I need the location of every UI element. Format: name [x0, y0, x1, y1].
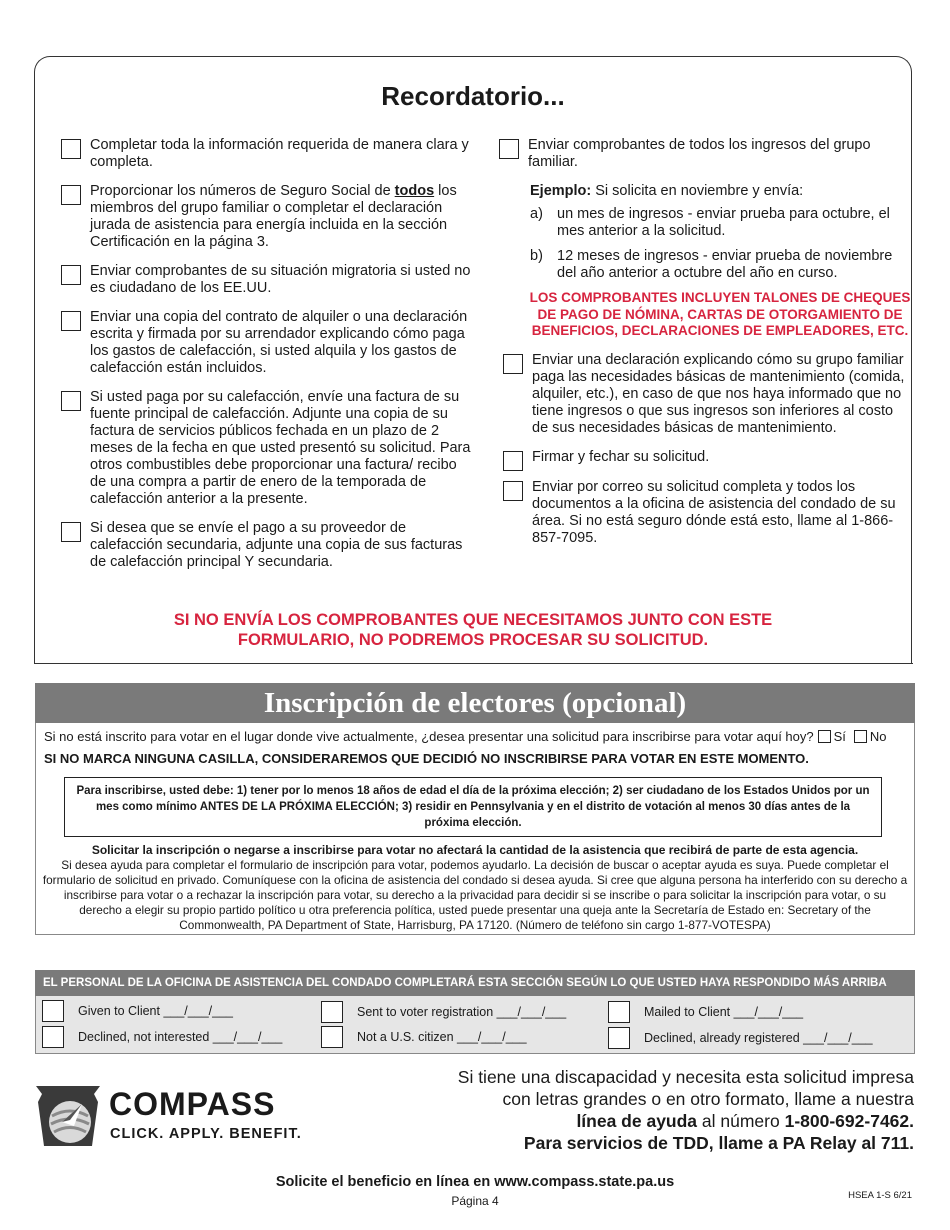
yes-label: Sí [833, 729, 846, 744]
checkbox[interactable] [61, 522, 81, 542]
office-item-declined: Declined, not interested ___/___/___ [42, 1026, 282, 1048]
online-apply-link[interactable]: Solicite el beneficio en línea en www.compass.state.pa.us [275, 1174, 675, 1190]
checkbox[interactable] [503, 481, 523, 501]
checklist-item: Enviar por correo su solicitud completa y todos los documentos a la oficina de asistencia del condado de su área. Si no está seguro dónde está esto, llame al 1-866-857-7095. [499, 479, 911, 547]
office-section [35, 996, 915, 1054]
example-option-b: b) 12 meses de ingresos - enviar prueba de noviembre del año anterior a octubre del año en curso. [530, 248, 893, 281]
checkbox[interactable] [499, 139, 519, 159]
checkbox[interactable] [61, 391, 81, 411]
checkbox[interactable] [321, 1001, 343, 1023]
reminder-title: Recordatorio... [381, 81, 565, 111]
checklist-item: Completar toda la información requerida de manera clara y completa. [61, 137, 476, 171]
form-code: HSEA 1-S 6/21 [848, 1190, 912, 1201]
office-item-already-registered: Declined, already registered ___/___/___ [608, 1027, 873, 1049]
compass-logo [34, 1082, 314, 1148]
checkbox[interactable] [42, 1000, 64, 1022]
voter-registration-section [35, 723, 915, 935]
voter-info: Solicitar la inscripción o negarse a inscribirse para votar no afectará la cantidad de la asistencia que recibirá de parte de esta agencia. Si desea ayuda para completar el formulario de inscripción para votar, podemos ayudarlo. La decisión de buscar o aceptar ayuda es suya. Puede completar el formulario de solicitud en privado. Comuníquese con la oficina de asistencia del condado si desea ayuda. Si cree que alguna persona ha interferido con su derecho a inscribirse para votar o a rechazar la inscripción para votar, su derecho a la privacidad para decidir si se inscribe o para solicitar la inscripción para votar, o su derecho a elegir su propio partido político u otra preferencia política, usted puede presentar una queja ante la Secretaría de Estado en: Secretary of the Commonwealth, PA Department of State, Harrisburg, PA 17120. (Número de teléfono sin cargo 1-877-VOTESPA) [42, 843, 908, 932]
checklist-item: Enviar una copia del contrato de alquiler o una declaración escrita y firmada por su arrendador explicando cómo paga los gastos de calefacción, si usted alquila y los gastos de calefacción están incluidos. [61, 309, 476, 377]
checkbox[interactable] [608, 1027, 630, 1049]
office-item-sent: Sent to voter registration ___/___/___ [321, 1001, 566, 1023]
checkbox[interactable] [503, 354, 523, 374]
no-checkbox[interactable] [854, 730, 867, 743]
reminder-section [34, 56, 912, 664]
voter-registration-title: Inscripción de electores (opcional) [35, 683, 915, 723]
checkbox[interactable] [61, 139, 81, 159]
help-phone: 1-800-692-7462. [784, 1111, 914, 1131]
no-label: No [869, 729, 887, 744]
office-item-not-citizen: Not a U.S. citizen ___/___/___ [321, 1026, 527, 1048]
logo-tagline: CLICK. APPLY. BENEFIT. [110, 1126, 302, 1142]
eligibility-box: Para inscribirse, usted debe: 1) tener por lo menos 18 años de edad el día de la próxima elección; 2) ser ciudadano de los Estados Unidos por un mes como mínimo ANTES DE LA PRÓXIMA ELECCIÓN; 3) residir en Pennsylvania y en el distrito de votación al menos 30 días antes de la próxima elección. [64, 777, 882, 837]
page-number: Página 4 [451, 1194, 499, 1208]
checklist-item: Proporcionar los números de Seguro Social de todos los miembros del grupo familiar o completar el declaración jurada de asistencia para energía incluida en la sección Certificación en la página 3. [61, 183, 476, 251]
checkbox[interactable] [42, 1026, 64, 1048]
yes-checkbox[interactable] [818, 730, 831, 743]
checkbox[interactable] [608, 1001, 630, 1023]
checkbox[interactable] [61, 311, 81, 331]
checklist-item: Enviar comprobantes de todos los ingresos del grupo familiar. [499, 137, 911, 171]
reminder-left-column [61, 137, 476, 583]
checkbox[interactable] [61, 265, 81, 285]
example-line: Ejemplo: Si solicita en noviembre y envía: [530, 183, 804, 199]
checkbox[interactable] [321, 1026, 343, 1048]
checklist-item: Si desea que se envíe el pago a su proveedor de calefacción secundaria, adjunte una copia de sus facturas de calefacción principal Y secundaria. [61, 520, 476, 571]
reminder-right-column [499, 137, 911, 559]
checkbox[interactable] [503, 451, 523, 471]
checkbox[interactable] [61, 185, 81, 205]
voter-question: Si no está inscrito para votar en el lugar donde vive actualmente, ¿desea presentar una solicitud para inscribirse para votar aquí hoy? Sí No [44, 729, 887, 744]
no-mark-warning: SI NO MARCA NINGUNA CASILLA, CONSIDERAREMOS QUE DECIDIÓ NO INSCRIBIRSE PARA VOTAR EN ESTE MOMENTO. [44, 751, 809, 766]
office-section-header: EL PERSONAL DE LA OFICINA DE ASISTENCIA DEL CONDADO COMPLETARÁ ESTA SECCIÓN SEGÚN LO QUE USTED HAYA RESPONDIDO MÁS ARRIBA [35, 970, 915, 996]
checklist-item: Enviar una declaración explicando cómo su grupo familiar paga las necesidades básicas de mantenimiento (comida, alquiler, etc.), en caso de que nos haya informado que no tiene ingresos o que sus ingresos son inferiores al costo de sus necesidades básicas de mantenimiento. [499, 352, 911, 437]
emphasis-all: todos [394, 183, 435, 199]
checklist-item: Enviar comprobantes de su situación migratoria si usted no es ciudadano de los EE.UU. [61, 263, 476, 297]
checklist-item: Firmar y fechar su solicitud. [499, 449, 911, 471]
checklist-item: Si usted paga por su calefacción, envíe una factura de su fuente principal de calefacción. Adjunte una copia de su factura de servicios públicos fechada en un plazo de 2 meses de la fecha en que usted presentó su solicitud. Para otros combustibles debe proporcionar una factura/ recibo de una compra a partir de enero de la temporada de calefacción anterior a la presente. [61, 389, 476, 508]
help-line: Si tiene una discapacidad y necesita esta solicitud impresa con letras grandes o en otro formato, llame a nuestra línea de ayuda al número 1-800-692-7462. Para servicios de TDD, llame a PA Relay al 711. [457, 1067, 914, 1153]
logo-word: COMPASS [109, 1086, 276, 1122]
office-item-mailed: Mailed to Client ___/___/___ [608, 1001, 803, 1023]
office-item-given: Given to Client ___/___/___ [42, 1000, 233, 1022]
missing-proof-warning: SI NO ENVÍA LOS COMPROBANTES QUE NECESITAMOS JUNTO CON ESTE FORMULARIO, NO PODREMOS PROCESAR SU SOLICITUD. [173, 611, 773, 649]
keystone-icon [34, 1082, 102, 1150]
proof-note: LOS COMPROBANTES INCLUYEN TALONES DE CHEQUES DE PAGO DE NÓMINA, CARTAS DE OTORGAMIENTO DE BENEFICIOS, DECLARACIONES DE EMPLEADORES, ETC. [529, 290, 911, 338]
example-option-a: a) un mes de ingresos - enviar prueba para octubre, el mes anterior a la solicitud. [530, 206, 890, 239]
